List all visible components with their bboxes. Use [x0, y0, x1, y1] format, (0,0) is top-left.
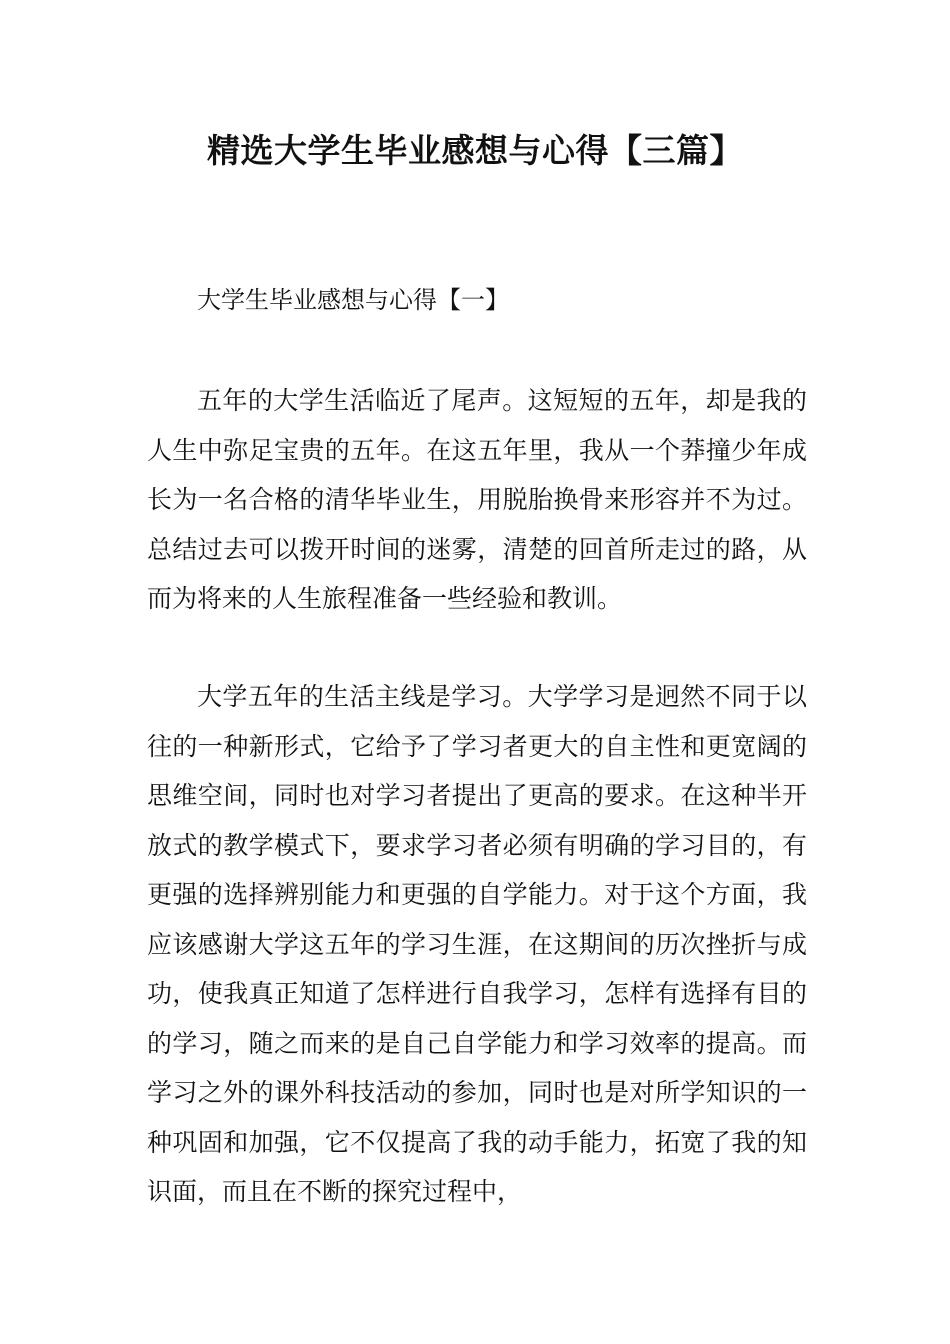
- document-title: 精选大学生毕业感想与心得【三篇】: [207, 131, 743, 170]
- body-paragraph-2: 大学五年的生活主线是学习。大学学习是迥然不同于以往的一种新形式，它给予了学习者更大的自主性和更宽阔的思维空间，同时也对学习者提出了更高的要求。在这种半开放式的教学模式下，要求学习者必须有明确的学习目的，有更强的选择辨别能力和更强的自学能力。对于这个方面，我应该感谢大学这五年的学习生涯，在这期间的历次挫折与成功，使我真正知道了怎样进行自我学习，怎样有选择有目的的学习，随之而来的是自己自学能力和学习效率的提高。而学习之外的课外科技活动的参加，同时也是对所学知识的一种巩固和加强，它不仅提高了我的动手能力，拓宽了我的知识面，而且在不断的探究过程中，: [147, 682, 807, 1206]
- section-heading: 大学生毕业感想与心得【一】: [197, 286, 509, 314]
- body-paragraph-1: 五年的大学生活临近了尾声。这短短的五年，却是我的人生中弥足宝贵的五年。在这五年里，我从一个莽撞少年成长为一名合格的清华毕业生，用脱胎换骨来形容并不为过。总结过去可以拨开时间的迷雾，清楚的回首所走过的路，从而为将来的人生旅程准备一些经验和教训。: [147, 386, 807, 613]
